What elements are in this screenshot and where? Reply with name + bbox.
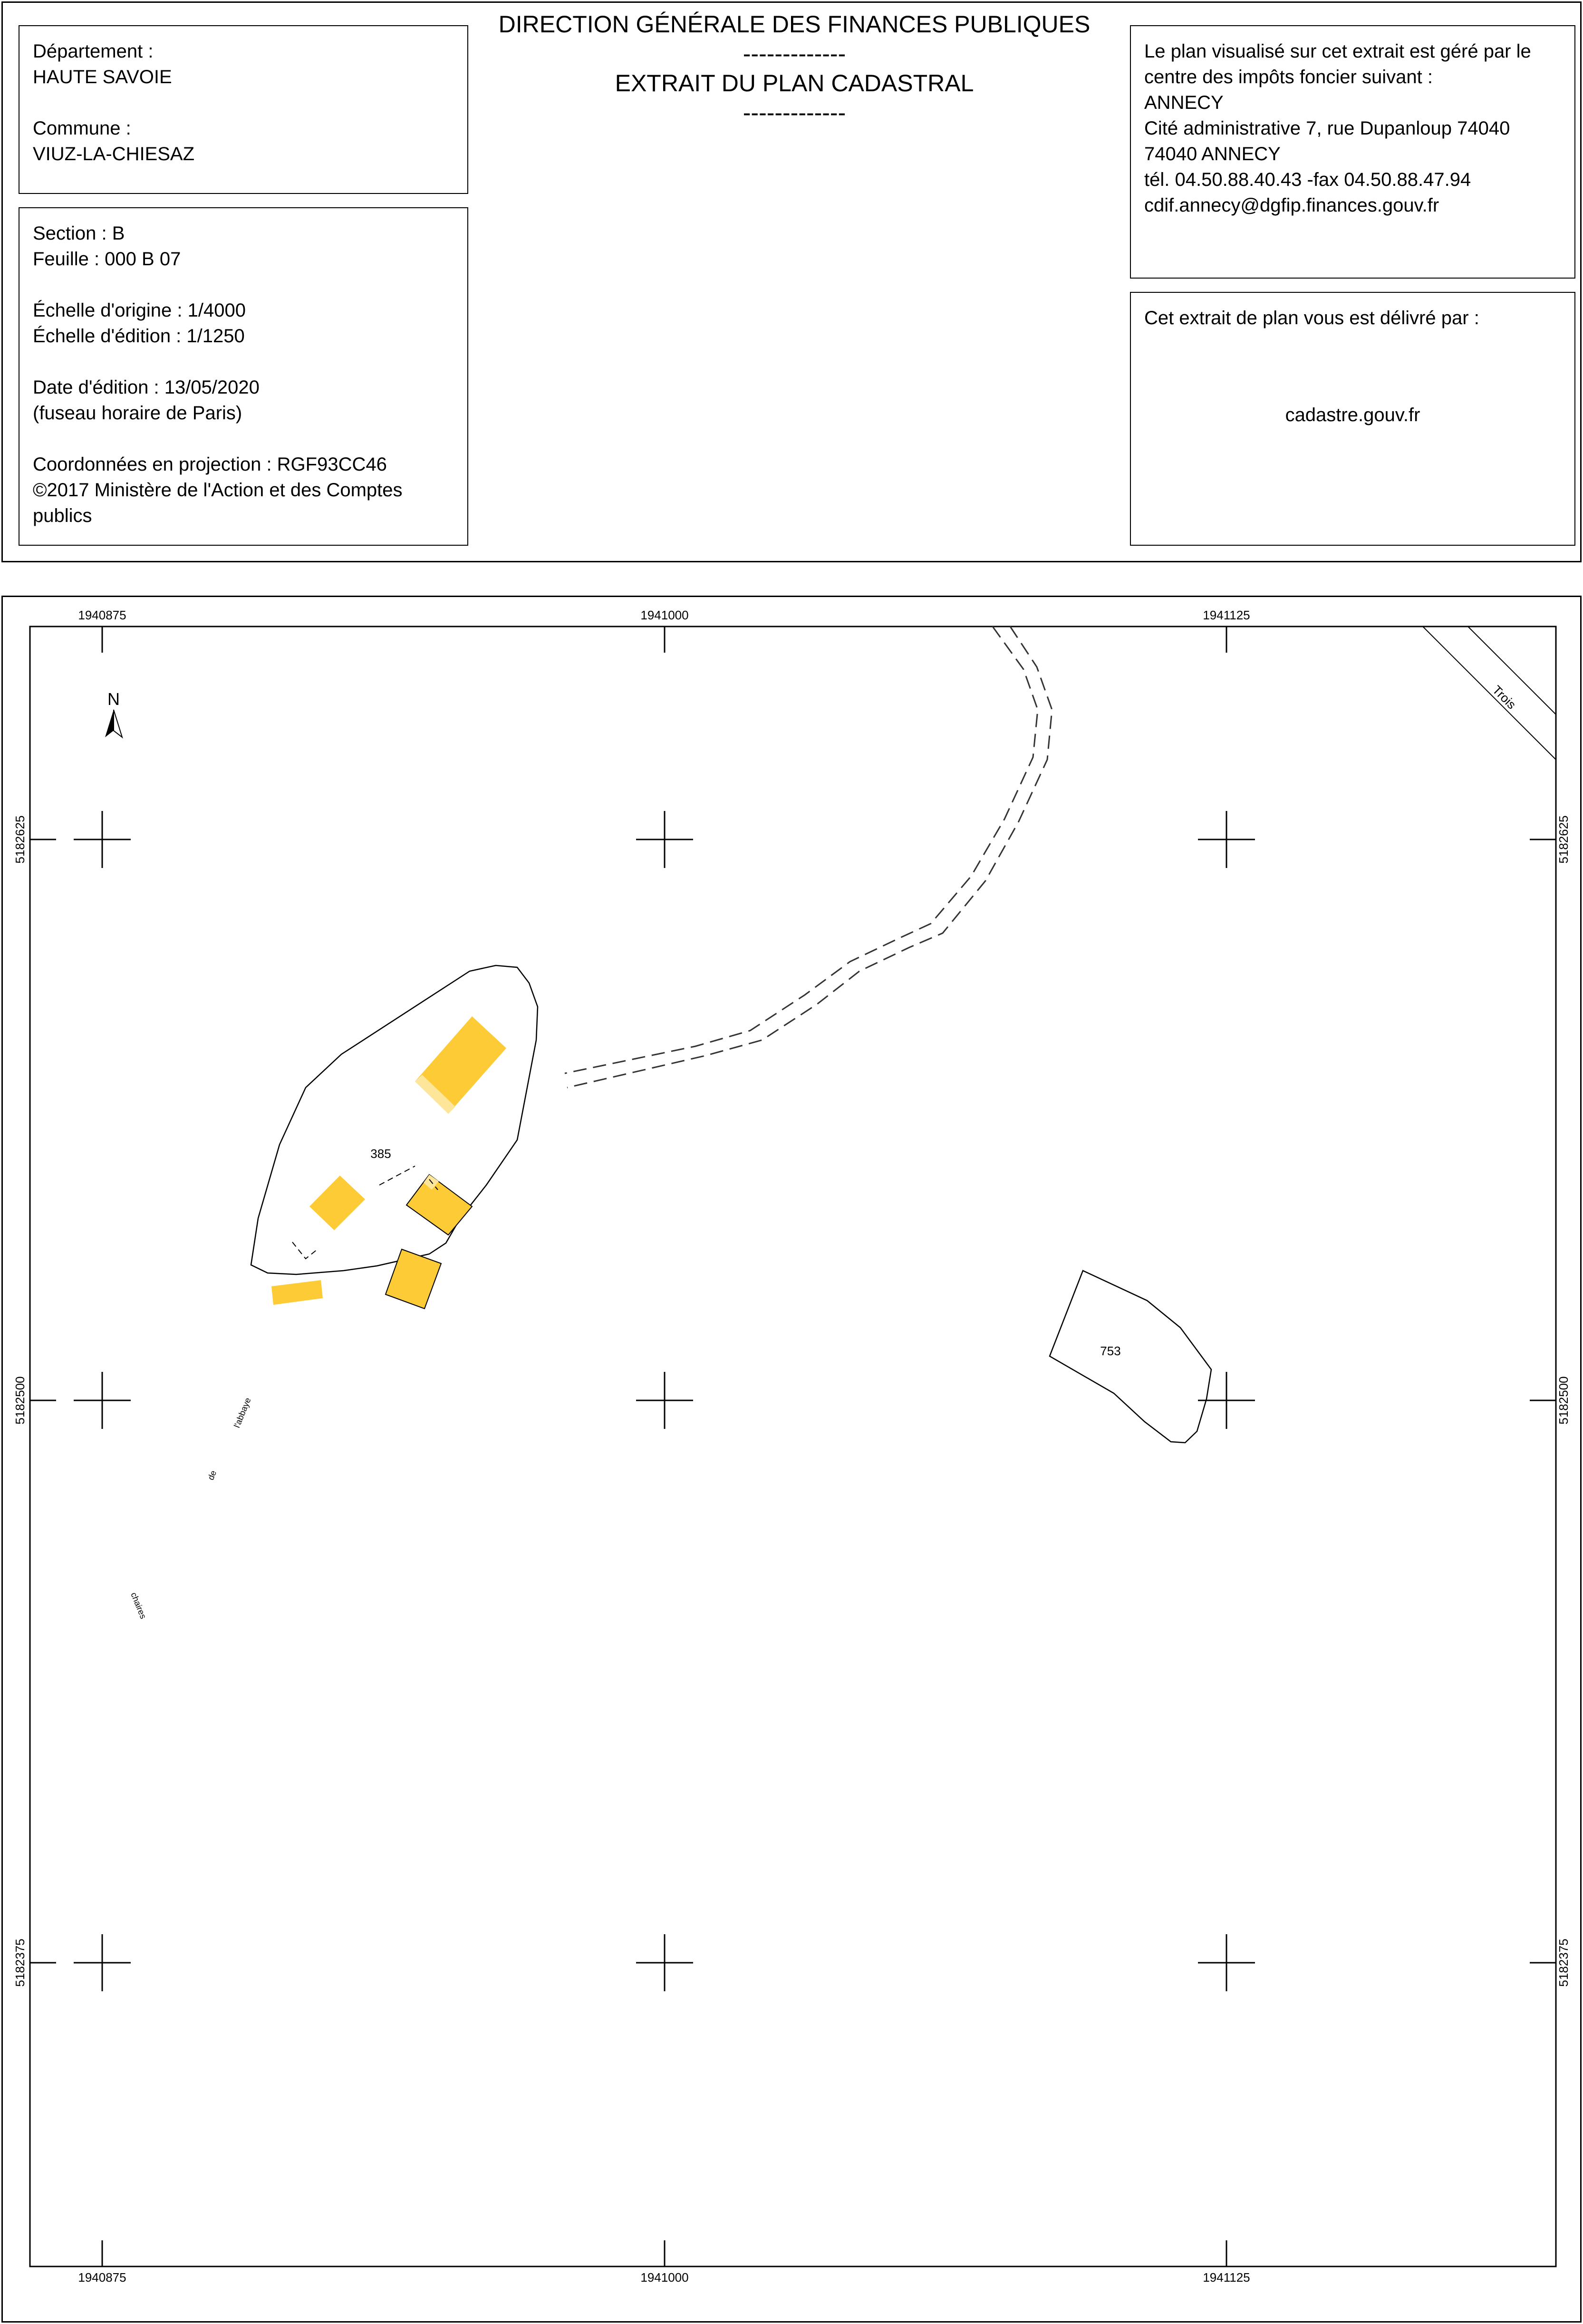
echelle-edition: Échelle d'édition : 1/1250 xyxy=(33,326,245,347)
title-sub: EXTRAIT DU PLAN CADASTRAL xyxy=(615,70,974,96)
section-box xyxy=(19,207,468,546)
header-frame xyxy=(1,1,1582,562)
building-5 xyxy=(271,1280,323,1305)
centre-line-0: Le plan visualisé sur cet extrait est géré par le xyxy=(1144,41,1531,62)
parcel-385-label: 385 xyxy=(370,1147,391,1161)
building-2 xyxy=(309,1176,365,1230)
commune-label: Commune : xyxy=(33,118,131,139)
copyright-line-2: publics xyxy=(33,505,92,526)
title-main: DIRECTION GÉNÉRALE DES FINANCES PUBLIQUES xyxy=(498,11,1091,38)
buildings xyxy=(271,1016,506,1309)
centre-impots-box xyxy=(1130,25,1575,279)
departement-box xyxy=(19,25,468,194)
y-tick-left-2: 5182375 xyxy=(13,1938,27,1987)
section-value: Section : B xyxy=(33,223,125,244)
x-tick-top-1: 1941000 xyxy=(640,608,689,622)
y-tick-left-0: 5182625 xyxy=(13,815,27,864)
title-separator-1: ------------- xyxy=(743,40,846,67)
dashed-track xyxy=(565,627,1052,1088)
parcel-753-label: 753 xyxy=(1100,1344,1121,1358)
delivre-box xyxy=(1130,292,1575,546)
building-1 xyxy=(415,1016,506,1114)
title-separator-2: ------------- xyxy=(743,99,846,126)
date-edition: Date d'édition : 13/05/2020 xyxy=(33,377,260,398)
commune-value: VIUZ-LA-CHIESAZ xyxy=(33,144,195,164)
centre-line-3: Cité administrative 7, rue Dupanloup 74040 xyxy=(1144,118,1510,139)
x-tick-bottom-0: 1940875 xyxy=(78,2270,126,2285)
x-tick-top-2: 1941125 xyxy=(1203,608,1250,622)
centre-line-2: ANNECY xyxy=(1144,92,1224,113)
parcel-753-outline xyxy=(1050,1271,1211,1443)
x-tick-bottom-1: 1941000 xyxy=(640,2270,689,2285)
border-ticks xyxy=(30,627,1556,2266)
north-label: N xyxy=(107,689,120,709)
centre-email: cdif.annecy@dgfip.finances.gouv.fr xyxy=(1144,195,1439,216)
road-word-abbaye: l'abbaye xyxy=(232,1396,253,1429)
centre-line-1: centre des impôts foncier suivant : xyxy=(1144,67,1433,87)
y-tick-left-1: 5182500 xyxy=(13,1376,27,1425)
feuille-value: Feuille : 000 B 07 xyxy=(33,249,181,270)
road-word-chaires: chaires xyxy=(129,1591,148,1620)
road-label-trois: Trois xyxy=(1489,683,1519,712)
departement-label: Département : xyxy=(33,41,154,62)
road-word-de: de xyxy=(206,1469,219,1482)
y-tick-right-0: 5182625 xyxy=(1556,815,1571,864)
north-arrow-icon xyxy=(105,689,122,737)
y-tick-right-2: 5182375 xyxy=(1556,1938,1571,1987)
echelle-origine: Échelle d'origine : 1/4000 xyxy=(33,300,246,321)
page-title-block xyxy=(473,10,1115,127)
copyright-line-1: ©2017 Ministère de l'Action et des Comptes xyxy=(33,480,403,501)
y-tick-right-1: 5182500 xyxy=(1556,1376,1571,1425)
departement-value: HAUTE SAVOIE xyxy=(33,67,172,87)
fuseau-horaire: (fuseau horaire de Paris) xyxy=(33,403,242,424)
road-trois xyxy=(1423,627,1556,760)
delivre-value: cadastre.gouv.fr xyxy=(1285,405,1420,425)
cadastral-map xyxy=(1,596,1582,2323)
map-inner-border xyxy=(30,627,1556,2266)
map-frame xyxy=(1,596,1582,2323)
building-4 xyxy=(386,1249,441,1309)
delivre-label: Cet extrait de plan vous est délivré par : xyxy=(1144,308,1479,328)
coordonnees-projection: Coordonnées en projection : RGF93CC46 xyxy=(33,454,387,475)
x-tick-bottom-2: 1941125 xyxy=(1203,2270,1250,2285)
centre-line-5: tél. 04.50.88.40.43 -fax 04.50.88.47.94 xyxy=(1144,169,1471,190)
centre-line-4: 74040 ANNECY xyxy=(1144,144,1281,164)
x-tick-top-0: 1940875 xyxy=(78,608,126,622)
building-3 xyxy=(406,1175,472,1235)
parcel-385-outline xyxy=(251,965,538,1274)
